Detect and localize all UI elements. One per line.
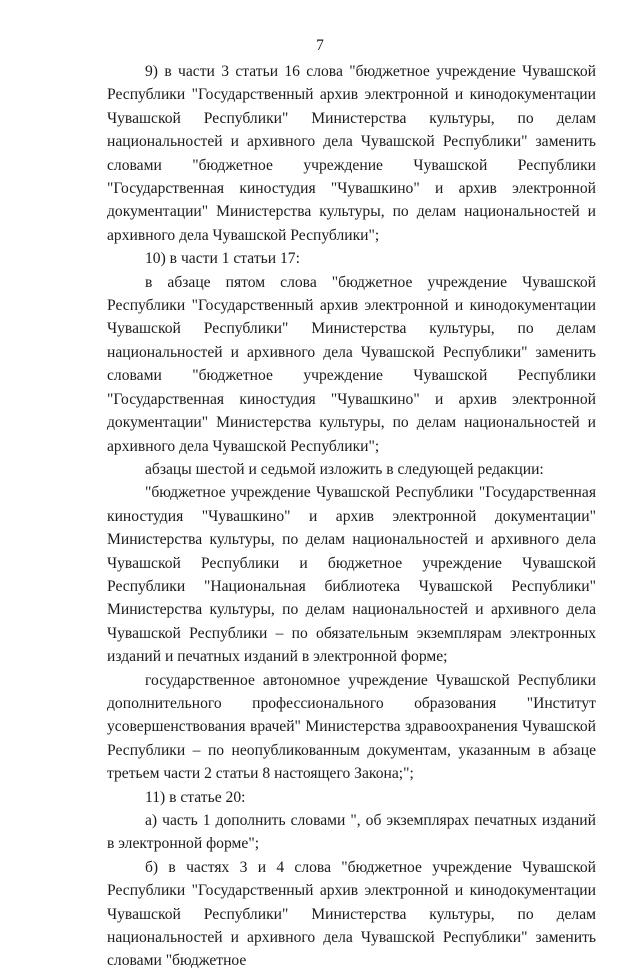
paragraph-item-11: 11) в статье 20: (145, 788, 246, 806)
paragraph-sub-a: а) часть 1 дополнить словами ", об экземплярах печатных изданий в электронной форме"; (107, 812, 596, 853)
paragraph-new-abzac-6: "бюджетное учреждение Чувашской Республики "Государственная киностудия "Чувашкино" и архив электронной документации" Министерства культуры, по делам национальностей и архивного дела Чувашской Республики и бюджетное учреждение Чувашской Республики "Национальная библиотека Чувашской Республики" Министерства культуры, по делам национальностей и архивного дела Чувашской Республики – по обязательным экземплярам электронных изданий и печатных изданий в электронной форме; (107, 484, 596, 666)
document-body (107, 60, 596, 973)
paragraph-item-9: 9) в части 3 статьи 16 слова "бюджетное учреждение Чувашской Республики "Государственный архив электронной и кинодокументации Чувашской Республики" Министерства культуры, по делам национальностей и архивного дела Чувашской Республики" заменить словами "бюджетное учреждение Чувашской Республики "Государственная киностудия "Чувашкино" и архив электронной документации" Министерства культуры, по делам национальностей и архивного дела Чувашской Республики"; (107, 63, 596, 244)
paragraph-abzac-6-7-intro: абзацы шестой и седьмой изложить в следующей редакции: (145, 460, 544, 478)
paragraph-sub-b: б) в частях 3 и 4 слова "бюджетное учреждение Чувашской Республики "Государственный архив электронной и кинодокументации Чувашской Республики" Министерства культуры, по делам национальностей и архивного дела Чувашской Республики" заменить словами "бюджетное (107, 858, 596, 970)
paragraph-new-abzac-7: государственное автономное учреждение Чувашской Республики дополнительного профессионального образования "Институт усовершенствования врачей" Министерства здравоохранения Чувашской Республики – по неопубликованным документам, указанным в абзаце третьем части 2 статьи 8 настоящего Закона;"; (107, 671, 596, 783)
page-number: 7 (316, 37, 324, 54)
paragraph-item-10: 10) в части 1 статьи 17: (145, 250, 300, 268)
paragraph-abzac-5: в абзаце пятом слова "бюджетное учреждение Чувашской Республики "Государственный архив электронной и кинодокументации Чувашской Республики" Министерства культуры, по делам национальностей и архивного дела Чувашской Республики" заменить словами "бюджетное учреждение Чувашской Республики "Государственная киностудия "Чувашкино" и архив электронной документации" Министерства культуры, по делам национальностей и архивного дела Чувашской Республики"; (107, 273, 596, 455)
